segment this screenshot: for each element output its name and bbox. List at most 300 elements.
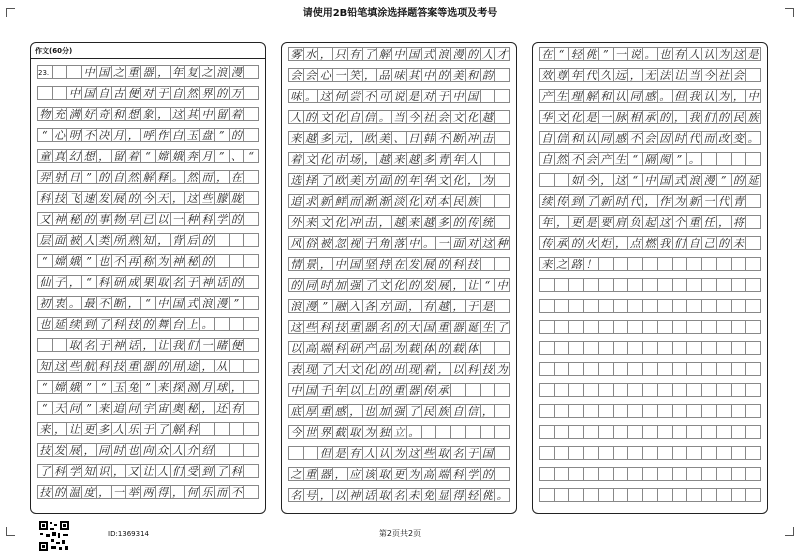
grid-cell: 自	[112, 170, 127, 184]
grid-cell	[495, 341, 510, 355]
grid-cell	[569, 299, 584, 313]
grid-cell: 化	[407, 194, 422, 208]
grid-cell: 诞	[466, 320, 481, 334]
grid-cell	[244, 380, 259, 394]
grid-cell: 学	[215, 212, 230, 226]
grid-cell: 青	[436, 152, 451, 166]
grid-cell	[481, 383, 496, 397]
grid-cell: 着	[126, 149, 141, 163]
grid-cell: 新	[318, 194, 333, 208]
grid-cell: 是	[746, 47, 761, 61]
grid-cell: 成	[126, 275, 141, 289]
grid-cell: 击	[363, 215, 378, 229]
grid-cell: 的	[200, 233, 215, 247]
grid-cell: 途	[185, 359, 200, 373]
grid-cell: ，	[171, 191, 186, 205]
grid-cell: 奇	[97, 107, 112, 121]
grid-cell: ，	[156, 233, 171, 247]
grid-cell: 入	[348, 299, 363, 313]
grid-row	[539, 446, 761, 460]
grid-cell: 的	[126, 191, 141, 205]
grid-row	[539, 236, 761, 250]
grid-cell	[584, 488, 599, 502]
grid-cell: 些	[67, 359, 82, 373]
grid-cell: 的	[717, 236, 732, 250]
grid-cell: 科	[451, 257, 466, 271]
grid-cell	[599, 467, 614, 481]
grid-cell: 。	[171, 170, 186, 184]
grid-cell: 识	[97, 464, 112, 478]
grid-cell: 人	[82, 233, 97, 247]
grid-cell	[37, 86, 53, 100]
grid-cell	[495, 173, 510, 187]
grid-cell: 象	[141, 107, 156, 121]
grid-cell	[539, 362, 555, 376]
grid-cell: 科	[97, 359, 112, 373]
grid-cell	[732, 152, 747, 166]
grid-cell: 奥	[171, 401, 186, 415]
grid-cell: 点	[628, 236, 643, 250]
grid-cell: 文	[555, 110, 570, 124]
grid-cell: 追	[288, 194, 304, 208]
grid-cell: 科	[466, 362, 481, 376]
grid-cell: 改	[717, 131, 732, 145]
grid-cell: 后	[185, 233, 200, 247]
grid-cell	[732, 299, 747, 313]
grid-cell	[584, 446, 599, 460]
grid-cell: 国	[407, 47, 422, 61]
grid-cell	[555, 299, 570, 313]
grid-cell	[495, 257, 510, 271]
grid-cell: 天	[156, 191, 171, 205]
grid-cell	[614, 404, 629, 418]
grid-cell: 欧	[333, 173, 348, 187]
grid-cell	[539, 425, 555, 439]
grid-cell: 中	[407, 236, 422, 250]
grid-cell: 着	[288, 152, 304, 166]
grid-cell: 娥	[67, 380, 82, 394]
grid-cell: 市	[333, 152, 348, 166]
grid-cell: 。	[304, 89, 319, 103]
grid-cell: 也	[126, 443, 141, 457]
grid-cell	[599, 278, 614, 292]
grid-cell: 然	[185, 170, 200, 184]
grid-cell	[687, 404, 702, 418]
grid-cell	[67, 65, 82, 79]
grid-cell: 延	[53, 317, 68, 331]
grid-cell: 端	[318, 341, 333, 355]
grid-cell: 何	[333, 89, 348, 103]
grid-cell: 了	[407, 404, 422, 418]
grid-cell: 如	[569, 173, 584, 187]
grid-cell	[717, 341, 732, 355]
grid-cell	[628, 299, 643, 313]
grid-cell	[717, 299, 732, 313]
grid-cell	[673, 341, 688, 355]
grid-cell: 月	[200, 380, 215, 394]
grid-row	[288, 110, 510, 124]
grid-cell: 仙	[37, 275, 53, 289]
grid-cell: 了	[215, 464, 230, 478]
grid-cell	[658, 257, 673, 271]
grid-cell: 的	[53, 485, 68, 499]
grid-cell: ，	[126, 296, 141, 310]
grid-cell	[643, 383, 658, 397]
grid-cell	[244, 107, 259, 121]
grid-row	[288, 257, 510, 271]
grid-cell	[628, 425, 643, 439]
grid-cell: 的	[407, 278, 422, 292]
grid-cell: 淡	[392, 194, 407, 208]
grid-cell	[702, 383, 717, 397]
grid-cell	[569, 320, 584, 334]
grid-cell: ，	[348, 404, 363, 418]
grid-cell: 免	[422, 488, 437, 502]
grid-cell: 燃	[643, 236, 658, 250]
grid-cell	[717, 383, 732, 397]
grid-cell: 而	[200, 170, 215, 184]
grid-cell	[599, 320, 614, 334]
grid-cell: 效	[539, 68, 555, 82]
grid-cell: 欧	[363, 131, 378, 145]
grid-cell	[746, 488, 761, 502]
grid-cell: 认	[702, 47, 717, 61]
grid-cell: 不	[436, 131, 451, 145]
grid-cell: 月	[200, 149, 215, 163]
grid-cell: 认	[584, 131, 599, 145]
grid-cell: 文	[318, 215, 333, 229]
grid-cell	[658, 467, 673, 481]
grid-cell: 各	[363, 299, 378, 313]
grid-cell	[584, 299, 599, 313]
grid-row	[37, 485, 259, 499]
grid-cell: 个	[673, 215, 688, 229]
grid-cell: 该	[363, 467, 378, 481]
grid-cell	[539, 467, 555, 481]
grid-cell: 尝	[348, 89, 363, 103]
grid-cell: 嫦	[53, 380, 68, 394]
grid-cell: 们	[673, 236, 688, 250]
grid-cell: 层	[37, 233, 53, 247]
grid-cell	[555, 446, 570, 460]
grid-cell: 何	[185, 485, 200, 499]
grid-cell: 这	[318, 89, 333, 103]
grid-cell: 探	[171, 380, 186, 394]
grid-cell: 被	[318, 236, 333, 250]
grid-cell: 为	[495, 362, 510, 376]
grid-cell: 会	[584, 152, 599, 166]
grid-cell: 科	[451, 467, 466, 481]
grid-cell: 新	[599, 194, 614, 208]
grid-cell	[244, 254, 259, 268]
grid-row	[288, 215, 510, 229]
grid-cell: 浪	[687, 173, 702, 187]
grid-row	[539, 320, 761, 334]
grid-row	[539, 488, 761, 502]
grid-cell: 面	[377, 173, 392, 187]
grid-cell: 为	[717, 89, 732, 103]
grid-cell	[628, 488, 643, 502]
grid-row	[37, 401, 259, 415]
grid-cell: 未	[732, 236, 747, 250]
grid-cell	[687, 383, 702, 397]
grid-cell: 初	[37, 296, 53, 310]
grid-cell: 秘	[185, 401, 200, 415]
grid-cell: 路	[569, 257, 584, 271]
grid-cell: 日	[407, 131, 422, 145]
grid-cell: 民	[451, 194, 466, 208]
grid-cell: 让	[466, 278, 481, 292]
grid-cell: 于	[156, 86, 171, 100]
grid-cell	[215, 422, 230, 436]
question-number: 23.	[38, 69, 50, 77]
grid-cell: 轻	[466, 488, 481, 502]
grid-cell: 的	[436, 257, 451, 271]
grid-cell: 味	[392, 68, 407, 82]
grid-cell: 奔	[185, 149, 200, 163]
grid-cell	[702, 362, 717, 376]
grid-cell	[244, 443, 259, 457]
grid-cell: 不	[82, 128, 97, 142]
grid-cell: 信	[363, 110, 378, 124]
grid-cell: 风	[288, 236, 304, 250]
grid-cell: 有	[422, 299, 437, 313]
grid-row	[539, 173, 761, 187]
grid-cell: 为	[673, 194, 688, 208]
grid-cell	[628, 341, 643, 355]
grid-cell: 宙	[156, 401, 171, 415]
grid-cell: 国	[658, 173, 673, 187]
grid-cell: 己	[702, 236, 717, 250]
grid-cell: 研	[348, 341, 363, 355]
grid-cell: 落	[392, 236, 407, 250]
grid-cell: 因	[658, 131, 673, 145]
grid-cell: 是	[584, 110, 599, 124]
grid-cell: 当	[392, 110, 407, 124]
grid-cell: 续	[539, 194, 555, 208]
grid-cell: 重	[436, 320, 451, 334]
grid-cell: 是	[584, 215, 599, 229]
grid-row	[539, 383, 761, 397]
grid-cell: 民	[732, 110, 747, 124]
grid-cell: 睹	[215, 338, 230, 352]
grid-cell	[495, 131, 510, 145]
grid-cell: 玉	[112, 380, 127, 394]
grid-cell	[673, 404, 688, 418]
grid-cell	[614, 488, 629, 502]
grid-cell: 载	[407, 341, 422, 355]
grid-cell	[673, 446, 688, 460]
grid-cell	[569, 362, 584, 376]
essay-title	[37, 65, 259, 79]
grid-cell: 才	[495, 47, 510, 61]
grid-cell	[717, 278, 732, 292]
grid-cell: 器	[451, 320, 466, 334]
grid-cell: 宇	[141, 401, 156, 415]
grid-cell: 雾	[288, 47, 304, 61]
grid-cell	[658, 299, 673, 313]
grid-row	[37, 212, 259, 226]
grid-cell	[466, 383, 481, 397]
candidate-id: ID:1369314	[108, 530, 149, 538]
grid-cell: 人	[363, 446, 378, 460]
grid-cell: 神	[112, 338, 127, 352]
grid-cell: ，	[141, 338, 156, 352]
grid-cell	[244, 422, 259, 436]
grid-cell	[555, 278, 570, 292]
grid-cell	[643, 467, 658, 481]
grid-cell	[643, 278, 658, 292]
grid-cell	[702, 446, 717, 460]
grid-cell	[658, 383, 673, 397]
grid-cell: 自	[97, 86, 112, 100]
grid-cell	[717, 446, 732, 460]
grid-cell: 了	[363, 278, 378, 292]
grid-cell: 文	[377, 278, 392, 292]
grid-cell: 取	[67, 338, 82, 352]
grid-cell: 的	[377, 383, 392, 397]
grid-cell: 续	[67, 317, 82, 331]
grid-cell: 的	[451, 215, 466, 229]
grid-cell	[746, 278, 761, 292]
grid-cell: 从	[215, 359, 230, 373]
grid-row	[288, 446, 510, 460]
grid-cell: 负	[628, 215, 643, 229]
grid-cell	[658, 488, 673, 502]
grid-cell	[643, 341, 658, 355]
grid-cell: 择	[304, 173, 319, 187]
grid-cell: ”	[82, 401, 97, 415]
grid-cell: 显	[436, 488, 451, 502]
grid-cell: 了	[495, 320, 510, 334]
grid-cell	[687, 362, 702, 376]
grid-cell: 发	[407, 257, 422, 271]
grid-cell: 感	[643, 89, 658, 103]
grid-cell	[53, 86, 68, 100]
grid-cell: 科	[97, 275, 112, 289]
grid-cell: ，	[112, 464, 127, 478]
grid-cell: 为	[392, 341, 407, 355]
grid-cell: 未	[407, 488, 422, 502]
grid-cell: “	[141, 296, 156, 310]
grid-cell	[643, 257, 658, 271]
grid-cell	[599, 446, 614, 460]
grid-cell: 国	[422, 320, 437, 334]
grid-cell: 族	[466, 194, 481, 208]
grid-cell: 然	[126, 170, 141, 184]
grid-cell: 一	[614, 47, 629, 61]
grid-cell: 让	[141, 464, 156, 478]
grid-cell	[495, 215, 510, 229]
grid-cell: 名	[451, 446, 466, 460]
grid-cell	[702, 278, 717, 292]
grid-cell: 界	[200, 86, 215, 100]
grid-cell: 为	[156, 254, 171, 268]
grid-cell: 大	[407, 320, 422, 334]
grid-cell: 好	[82, 107, 97, 121]
grid-cell: 中	[495, 278, 510, 292]
grid-row	[288, 68, 510, 82]
grid-cell: 漫	[451, 47, 466, 61]
grid-cell: 世	[304, 425, 319, 439]
grid-cell: 中	[82, 65, 97, 79]
grid-cell: 多	[436, 215, 451, 229]
grid-cell: 年	[333, 383, 348, 397]
grid-cell: 时	[112, 443, 127, 457]
grid-row	[288, 89, 510, 103]
grid-cell: 对	[422, 194, 437, 208]
grid-cell: 方	[363, 173, 378, 187]
grid-cell: 更	[392, 467, 407, 481]
grid-cell	[643, 404, 658, 418]
grid-cell: 品	[377, 68, 392, 82]
grid-cell: 来	[407, 215, 422, 229]
grid-cell: 娥	[171, 149, 186, 163]
grid-cell: 作	[658, 194, 673, 208]
grid-cell: 化	[318, 152, 333, 166]
grid-cell: 化	[466, 110, 481, 124]
grid-cell: ，	[318, 257, 333, 271]
grid-cell: ！	[584, 257, 599, 271]
grid-cell: 话	[126, 338, 141, 352]
grid-cell: “	[37, 254, 53, 268]
grid-cell: 自	[171, 86, 186, 100]
grid-cell: 秘	[67, 212, 82, 226]
grid-cell: 古	[112, 86, 127, 100]
grid-cell	[495, 110, 510, 124]
grid-cell: 于	[185, 275, 200, 289]
grid-cell: 文	[304, 152, 319, 166]
grid-cell: 人	[288, 110, 304, 124]
grid-cell: 火	[584, 236, 599, 250]
grid-cell: 视	[348, 236, 363, 250]
grid-cell: 不	[230, 485, 245, 499]
grid-cell: 于	[466, 299, 481, 313]
grid-cell	[643, 446, 658, 460]
grid-cell: 生	[555, 89, 570, 103]
grid-cell: ，	[673, 110, 688, 124]
grid-cell: 科	[37, 191, 53, 205]
grid-cell: 会	[304, 68, 319, 82]
grid-cell: 中	[67, 86, 82, 100]
grid-cell: 我	[658, 236, 673, 250]
grid-cell: 技	[53, 191, 68, 205]
grid-cell: 科	[112, 317, 127, 331]
grid-cell: 渐	[363, 194, 378, 208]
grid-cell	[702, 257, 717, 271]
grid-cell: 文	[436, 173, 451, 187]
grid-cell: 文	[451, 110, 466, 124]
grid-cell: 越	[481, 110, 496, 124]
grid-cell: 外	[288, 215, 304, 229]
grid-cell: 华	[422, 173, 437, 187]
grid-cell: 漫	[304, 299, 319, 313]
grid-cell	[230, 254, 245, 268]
grid-cell: 化	[392, 278, 407, 292]
grid-cell	[628, 257, 643, 271]
grid-cell: 漫	[230, 65, 245, 79]
grid-cell: 知	[82, 464, 97, 478]
grid-cell: 上	[185, 317, 200, 331]
grid-cell: 不	[112, 254, 127, 268]
grid-cell: 其	[185, 107, 200, 121]
grid-cell: 这	[732, 47, 747, 61]
grid-cell: 要	[599, 215, 614, 229]
grid-cell	[584, 404, 599, 418]
grid-cell: 民	[422, 404, 437, 418]
grid-cell	[717, 257, 732, 271]
grid-cell: 衷	[53, 296, 68, 310]
